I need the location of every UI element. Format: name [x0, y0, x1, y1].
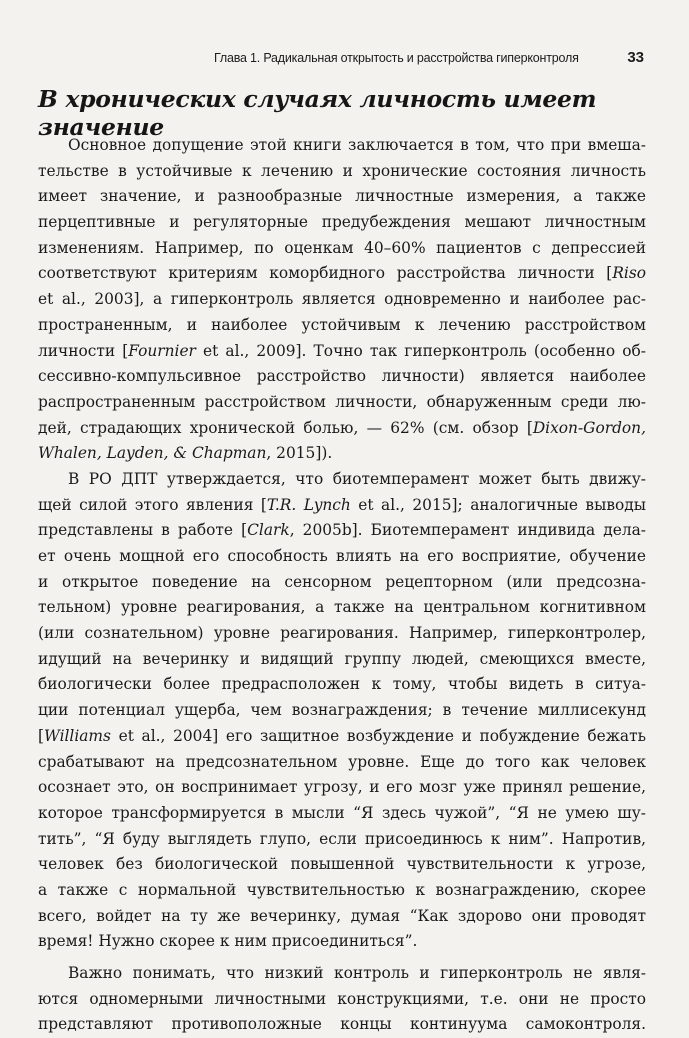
text-line: ются одномерными личностными конструкциями, т.е. они не просто [38, 989, 646, 1008]
citation-author: Riso [612, 264, 646, 283]
running-head [214, 50, 644, 70]
text-line: дей, страдающих хронической болью, — 62% (см. обзор [Dixon-Gordon, [38, 418, 646, 437]
text-line: изменениям. Например, по оценкам 40–60% пациентов с депрессией [38, 238, 646, 257]
citation-author: Whalen, Layden, & Chapman [38, 444, 267, 463]
page-number: 33 [627, 49, 644, 66]
text-line: перцептивные и регуляторные предубеждения мешают личностным [38, 213, 646, 232]
text-line: всего, войдет на ту же вечеринку, думая “Как здорово они проводят [38, 906, 646, 925]
text-line: личности [Fournier et al., 2009]. Точно так гиперконтроль (особенно об- [38, 341, 646, 360]
text-line: и открытое поведение на сенсорном рецепторном (или предсозна- [38, 572, 646, 591]
text-line: осознает это, он воспринимает угрозу, и его мозг уже принял решение, [38, 778, 646, 797]
text-line: Важно понимать, что низкий контроль и гиперконтроль не явля- [68, 964, 646, 982]
citation-author: Dixon-Gordon, [532, 418, 646, 437]
text-line: (или сознательном) уровне реагирования. Например, гиперконтролер, [38, 624, 646, 643]
text-line: Whalen, Layden, & Chapman, 2015]). [38, 444, 333, 463]
text-line: тельстве в устойчивые к лечению и хронические состояния личность [38, 161, 646, 180]
citation-author: T.R. Lynch [266, 495, 351, 514]
chapter-title: Глава 1. Радикальная открытость и расстройства гиперконтроля [214, 51, 579, 65]
text-line: человек без биологической повышенной чувствительности к угрозе, [38, 855, 646, 874]
text-line: идущий на вечеринку и видящий группу людей, смеющихся вместе, [38, 649, 646, 668]
citation-author: Williams [44, 726, 111, 745]
text-line: ции потенциал ущерба, чем вознаграждения; в течение миллисекунд [38, 701, 646, 720]
citation-author: Clark [247, 521, 290, 540]
text-line: В РО ДПТ утверждается, что биотемперамент может быть движу- [68, 469, 646, 488]
text-line: представлены в работе [Clark, 2005b]. Биотемперамент индивида дела- [38, 521, 646, 540]
text-line: тельном) уровне реагирования, а также на центральном когнитивном [38, 598, 646, 617]
text-line: пространенным, и наиболее устойчивым к лечению расстройством [38, 315, 646, 334]
text-line: имеет значение, и разнообразные личностные измерения, а также [38, 187, 646, 206]
text-line: Основное допущение этой книги заключается в том, что при вмеша- [68, 136, 646, 154]
section-title: В хронических случаях личность имеет значение [38, 85, 597, 141]
text-line: время! Нужно скорее к ним присоединиться”. [38, 932, 418, 951]
text-line: распространенным расстройством личности, обнаруженным среди лю- [38, 392, 646, 411]
text-line: [Williams et al., 2004] его защитное возбуждение и побуждение бежать [38, 726, 646, 745]
text-line: сессивно-компульсивное расстройство личности) является наиболее [38, 367, 646, 386]
text-line: соответствуют критериям коморбидного расстройства личности [Riso [38, 264, 646, 283]
text-line: представляют противоположные концы континуума самоконтроля. [38, 1015, 646, 1034]
text-line: биологически более предрасположен к тому, чтобы видеть в ситуа- [38, 675, 646, 694]
text-line: et al., 2003], а гиперконтроль является одновременно и наиболее рас- [38, 290, 646, 309]
text-line: тить”, “Я буду выглядеть глупо, если присоединюсь к ним”. Напротив, [38, 829, 646, 848]
citation-author: Fournier [128, 341, 196, 360]
body-text [38, 133, 646, 1038]
text-line: щей силой этого явления [T.R. Lynch et al., 2015]; аналогичные выводы [38, 495, 646, 514]
text-line: а также с нормальной чувствительностью к вознаграждению, скорее [38, 880, 646, 899]
text-line: которое трансформируется в мысли “Я здесь чужой”, “Я не умею шу- [38, 803, 646, 822]
text-line: ет очень мощной его способность влиять на его восприятие, обучение [38, 547, 646, 565]
text-line: срабатывают на предсознательном уровне. Еще до того как человек [38, 752, 646, 771]
